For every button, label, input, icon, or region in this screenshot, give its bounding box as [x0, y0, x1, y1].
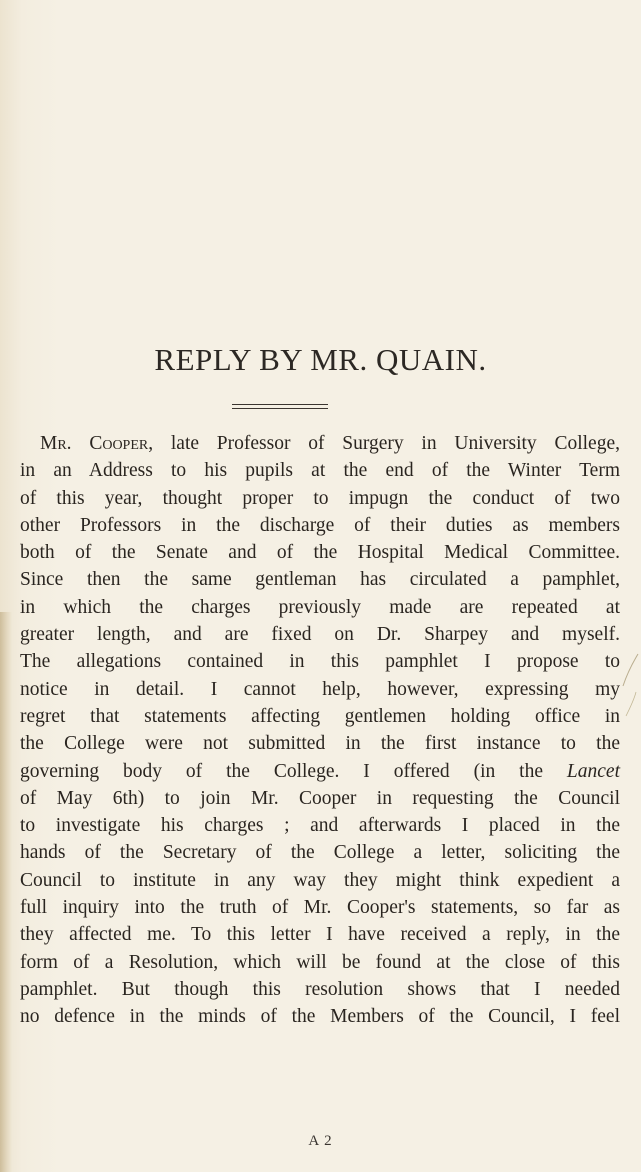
text-line: the College were not submitted in the first instance to the	[20, 733, 620, 755]
signature-mark: A 2	[308, 1133, 333, 1149]
author-name: Mr. Cooper,	[40, 433, 154, 454]
text-line: form of a Resolution, which will be found at the close of this	[20, 951, 620, 973]
text-line: hands of the Secretary of the College a letter, soliciting the	[20, 842, 620, 864]
text-line: other Professors in the discharge of their duties as members	[20, 514, 620, 536]
text-line: in an Address to his pupils at the end of the Winter Term	[20, 460, 620, 482]
italic-title: Lancet	[566, 760, 620, 782]
text-line: in which the charges previously made are repeated at	[20, 596, 620, 618]
text-line: notice in detail. I cannot help, however, expressing my	[20, 678, 620, 700]
text-line: Since then the same gentleman has circulated a pamphlet,	[20, 569, 620, 591]
text-line: to investigate his charges ; and afterwards I placed in the	[20, 815, 620, 837]
spine-shadow	[0, 612, 12, 1172]
text-line: full inquiry into the truth of Mr. Cooper's statements, so far as	[20, 897, 620, 919]
text-line: Council to institute in any way they might think expedient a	[20, 869, 620, 891]
text-line-content: late Professor of Surgery in University College,	[153, 433, 620, 454]
text-line: they affected me. To this letter I have received a reply, in the	[20, 924, 620, 946]
text-line: The allegations contained in this pamphlet I propose to	[20, 651, 620, 673]
text-line	[20, 430, 620, 457]
title-rule-bottom	[232, 408, 328, 409]
text-line: regret that statements affecting gentlemen holding office in	[20, 705, 620, 727]
text-line-content: governing body of the College. I offered (in the	[20, 760, 567, 782]
text-line: no defence in the minds of the Members of the Council, I feel	[20, 1006, 620, 1028]
text-line	[20, 758, 620, 785]
pencil-mark-icon	[618, 650, 640, 720]
text-line: pamphlet. But though this resolution shows that I needed	[20, 978, 620, 1000]
text-line: both of the Senate and of the Hospital Medical Committee.	[20, 542, 620, 564]
text-line: of this year, thought proper to impugn the conduct of two	[20, 487, 620, 509]
text-line: of May 6th) to join Mr. Cooper in requesting the Council	[20, 787, 620, 809]
body-text	[20, 430, 620, 1031]
text-line: greater length, and are fixed on Dr. Sharpey and myself.	[20, 624, 620, 646]
title-rule-top	[232, 404, 328, 405]
page-title: REPLY BY MR. QUAIN.	[154, 342, 487, 377]
